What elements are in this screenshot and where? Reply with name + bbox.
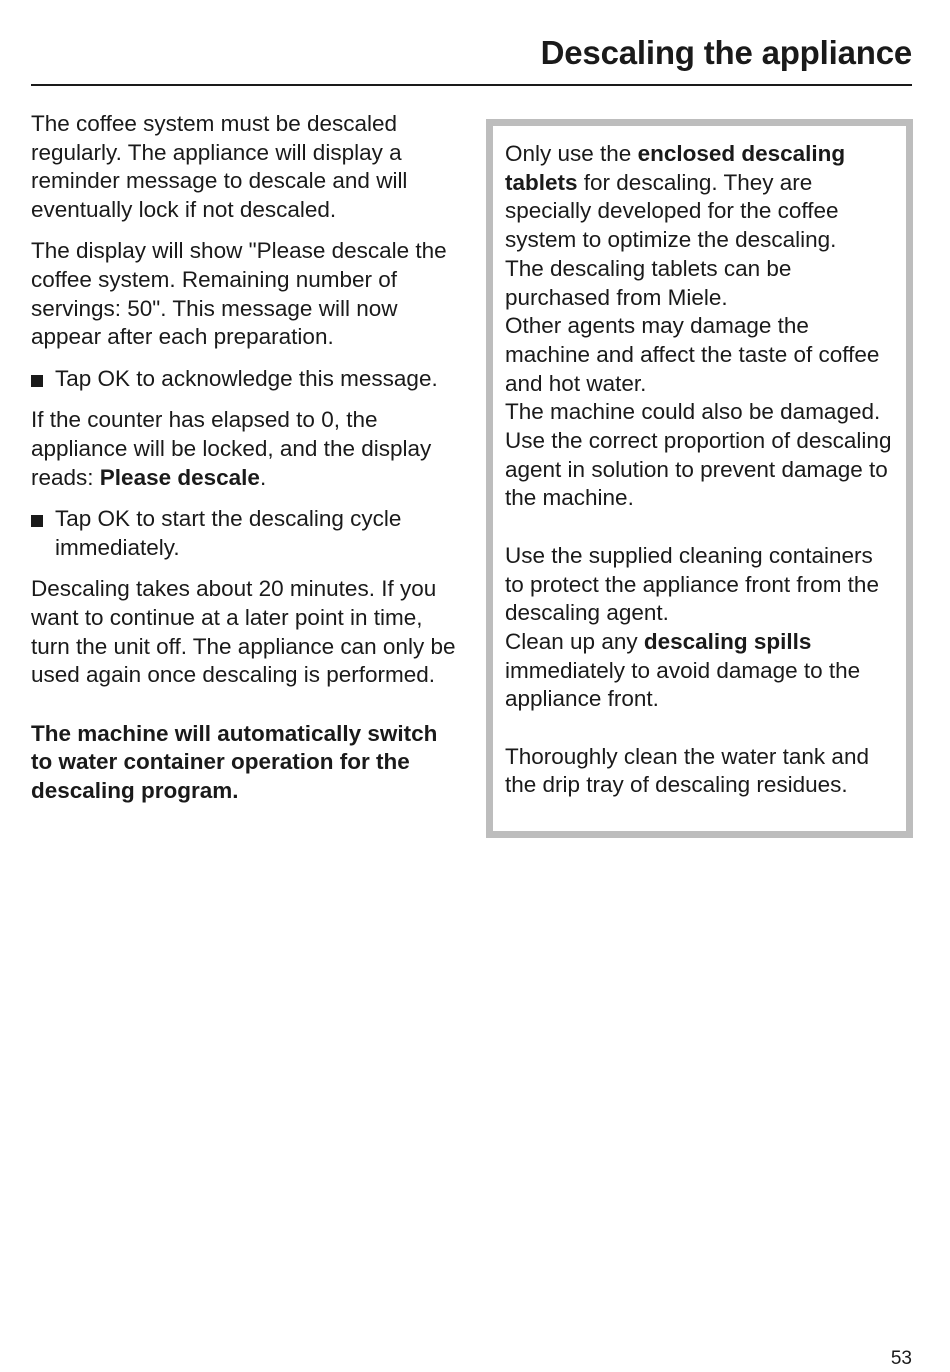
page-header (31, 30, 912, 86)
page-title: Descaling the appliance (540, 34, 912, 71)
warning-paragraph-tablets (505, 140, 894, 255)
locked-text-end: . (259, 464, 267, 490)
warning-text: Only use the (505, 141, 638, 166)
square-bullet-icon (31, 515, 43, 527)
locked-paragraph (31, 406, 461, 492)
warning-line: The descaling tablets can be purchased from Miele. (505, 255, 792, 310)
warning-line: Other agents may damage the machine and affect the taste of coffee and hot water. (505, 313, 880, 396)
locked-text: If the counter has elapsed to 0, the appliance will be locked, and the display reads: (31, 407, 432, 490)
page-number: 53 (890, 1348, 912, 1369)
duration-paragraph: Descaling takes about 20 minutes. If you want to continue at a later point in time, turn the unit off. The appliance can only be used again once descaling is performed. (31, 576, 456, 688)
instruction-item (31, 365, 461, 394)
warning-paragraph-spills (505, 628, 894, 714)
warning-emphasis: descaling spills (643, 628, 812, 654)
instruction-item (31, 505, 461, 562)
warning-line: Thoroughly clean the water tank and the drip tray of descaling residues. (505, 743, 869, 798)
warning-line: Use the correct proportion of descaling agent in solution to prevent damage to the machine. (505, 428, 892, 511)
instruction-text: Tap OK to start the descaling cycle immediately. (55, 506, 402, 560)
bold-note: The machine will automatically switch to water container operation for the descaling program. (31, 720, 438, 803)
main-text-column (31, 110, 461, 818)
warning-text: immediately to avoid damage to the appliance front. (505, 657, 861, 712)
instruction-text: Tap OK to acknowledge this message. (55, 365, 438, 391)
warning-text: for descaling. They are specially developed for the coffee system to optimize the descaling. (505, 169, 839, 253)
warning-text: Clean up any (505, 628, 644, 654)
intro-paragraph: The coffee system must be descaled regularly. The appliance will display a reminder message to descale and will eventually lock if not descaled. (31, 111, 408, 222)
display-message-paragraph: The display will show "Please descale the coffee system. Remaining number of servings: 50". This message will now appear after each preparation. (31, 238, 447, 350)
square-bullet-icon (31, 375, 43, 387)
warning-line: The machine could also be damaged. (505, 399, 881, 425)
display-reading: Please descale (99, 464, 260, 490)
warning-box (486, 119, 913, 838)
warning-line: Use the supplied cleaning containers to protect the appliance front from the descaling agent. (505, 542, 879, 626)
warning-emphasis: enclosed descaling tablets (505, 141, 846, 195)
